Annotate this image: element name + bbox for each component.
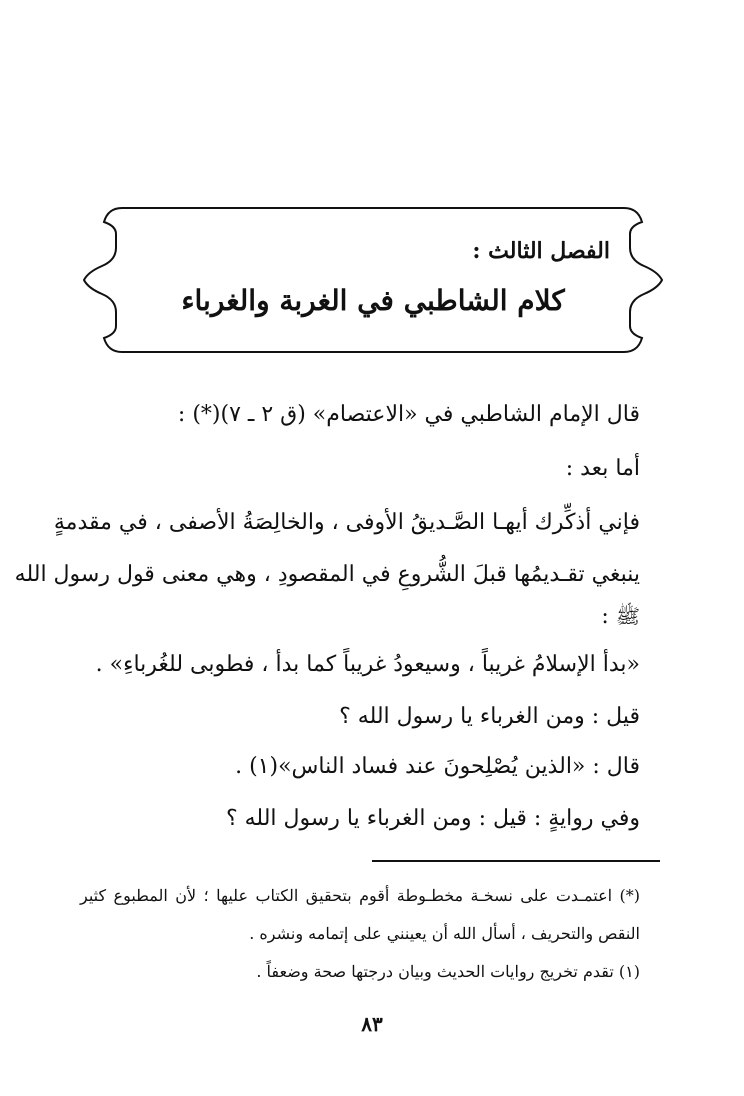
body-line-1: قال الإمام الشاطبي في «الاعتصام» (ق ٢ ـ ٧)(*) : (177, 402, 640, 427)
footnote-line-3: (١) تقدم تخريج روايات الحديث وبيان درجتها صحة وضعفاً . (256, 962, 640, 981)
ornamental-border-icon (82, 204, 664, 356)
body-line-5-colon: : (601, 604, 609, 629)
body-line-9: وفي روايةٍ : قيل : ومن الغرباء يا رسول الله ؟ (225, 806, 640, 831)
body-line-4: ينبغي تقـديمُها قبلَ الشُّروعِ في المقصودِ ، وهي معنى قول رسول الله (14, 562, 640, 587)
body-line-2: أما بعد : (565, 456, 640, 481)
salutation-icon: ﷺ (615, 604, 640, 628)
hadith-line: «بدأ الإسلامُ غريباً ، وسيعودُ غريباً كما بدأ ، فطوبى للغُرباءِ» . (95, 652, 640, 677)
body-line-7: قيل : ومن الغرباء يا رسول الله ؟ (339, 704, 640, 729)
body-line-8: قال : «الذين يُصْلِحونَ عند فساد الناس»(١) . (235, 754, 640, 779)
body-line-5 (601, 604, 640, 633)
footnote-line-1: (*) اعتمـدت على نسخـة مخطـوطة أقوم بتحقيق الكتاب عليها ؛ لأن المطبوع كثير (80, 886, 640, 905)
chapter-title: كلام الشاطبي في الغربة والغرباء (181, 284, 565, 317)
footnote-divider (372, 860, 660, 862)
page-number: ٨٣ (361, 1012, 383, 1036)
chapter-header-frame (82, 204, 664, 356)
footnote-line-2: النقص والتحريف ، أسأل الله أن يعينني على إتمامه ونشره . (249, 924, 640, 943)
chapter-label: الفصل الثالث : (472, 238, 610, 264)
body-line-3: فإني أذكِّرك أيهـا الصَّـديقُ الأوفى ، والخالِصَةُ الأصفى ، في مقدمةٍ (53, 510, 640, 535)
